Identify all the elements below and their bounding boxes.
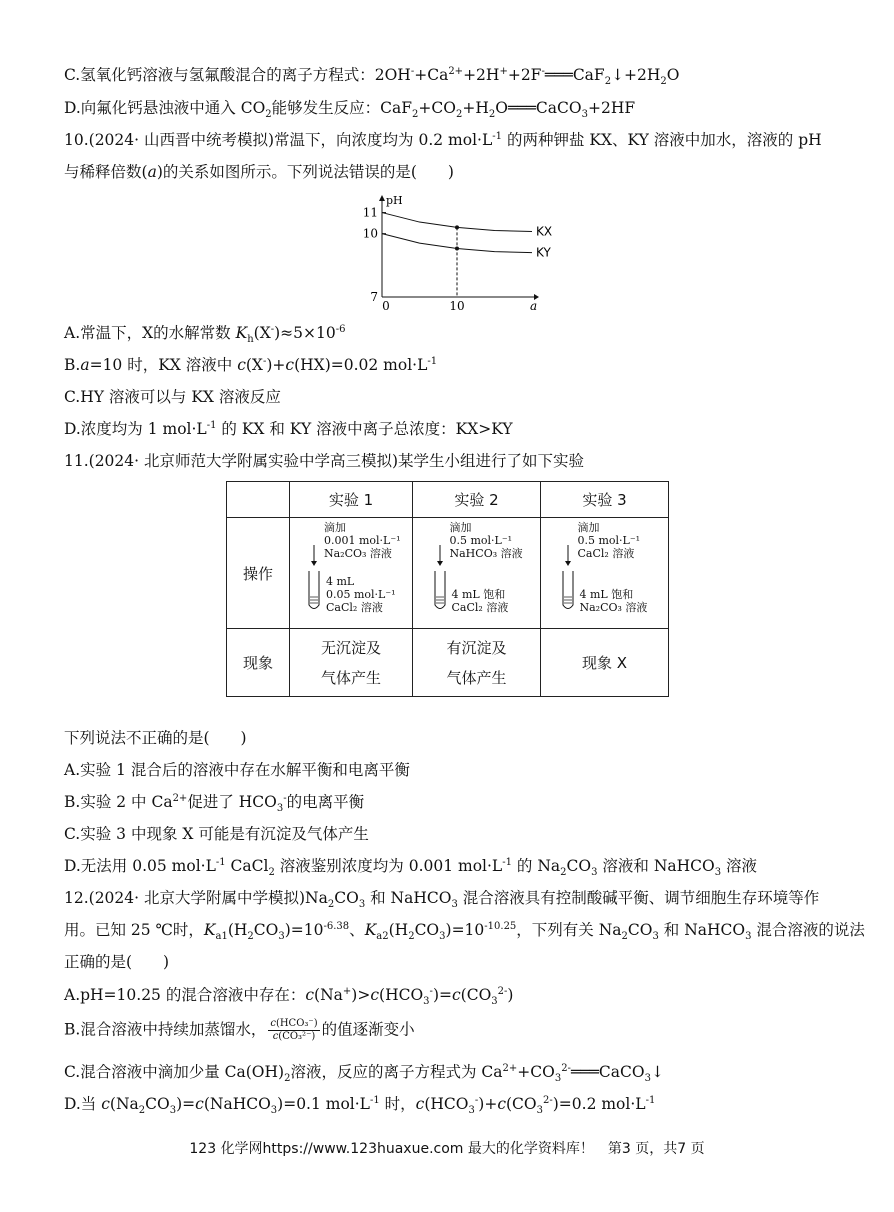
q11-stem: 11.(2024· 北京师范大学附属实验中学高三模拟)某学生小组进行了如下实验	[64, 452, 585, 470]
exp2-drop-sol: NaHCO₃ 溶液	[449, 547, 523, 560]
exp1-obs-line1: 无沉淀及	[320, 638, 381, 657]
row-label-observation: 现象	[227, 629, 290, 697]
exp3-operation	[541, 518, 669, 629]
header-exp1: 实验 1	[290, 482, 413, 518]
exp2-obs-line1: 有沉淀及	[446, 638, 507, 657]
series-label-kx: KX	[536, 224, 553, 239]
q11-option-c: C.实验 3 中现象 X 可能是有沉淀及气体产生	[64, 825, 369, 843]
exp3-observation: 现象 X	[541, 629, 669, 697]
exp2-tube-sol: CaCl₂ 溶液	[451, 601, 509, 614]
x-tick-label: 0	[382, 299, 390, 313]
y-tick-label: 10	[362, 226, 378, 241]
exp2-tube-vol: 4 mL 饱和	[451, 588, 506, 601]
exp1-drop: 滴加	[324, 521, 346, 534]
exp1-obs-line2: 气体产生	[320, 668, 381, 687]
q10-option-c: C.HY 溶液可以与 KX 溶液反应	[64, 388, 281, 406]
exp1-drop-conc: 0.001 mol·L⁻¹	[324, 534, 401, 547]
page-footer: 123 化学网https://www.123huaxue.com 最大的化学资料库！ 第3 页，共7 页	[189, 1141, 705, 1157]
y-axis-label: pH	[386, 194, 403, 207]
q9-option-c: C.氢氧化钙溶液与氢氟酸混合的离子方程式：$2OH^-+Ca^{2+}+2H^++2F^-═══CaF_2↓+2H_2O$	[64, 65, 680, 88]
exp1-tube-vol: 4 mL	[326, 575, 355, 588]
q10-option-d: D.浓度均为 1 $mol\cdot L^{-1}$ 的 KX 和 KY 溶液中离子总浓度：KX>KY	[64, 419, 513, 438]
exp1-tube-conc: 0.05 mol·L⁻¹	[326, 588, 396, 601]
x-tick-label: 10	[449, 299, 465, 313]
q12-option-d: D.当 $c(Na_2CO_3)=c(NaHCO_3)=0.1$ $mol\cdot L^{-1}$ 时，$c(HCO_3^-)+c(CO_3^{2-})=0.2$ $mol\cdot L^{-1}$	[64, 1094, 656, 1117]
y-tick-label: 7	[370, 290, 378, 304]
exp1-observation	[290, 629, 413, 697]
q10-option-a: A.常温下，X的水解常数 $K_h(X^-)\approx 5\times 10^{-6}$	[64, 323, 346, 346]
q12-option-a: A.pH=10.25 的混合溶液中存在：$c(Na^+)>c(HCO_3^-)=c(CO_3^{2-})$	[64, 985, 514, 1008]
exp1-apparatus	[292, 519, 410, 627]
x-axis-label: a	[530, 299, 538, 313]
exp2-drop-conc: 0.5 mol·L⁻¹	[449, 534, 513, 547]
q11-ask: 下列说法不正确的是( )	[64, 729, 247, 747]
exp1-operation	[290, 518, 413, 629]
q10-stem-2: 与稀释倍数(a)的关系如图所示。下列说法错误的是( )	[64, 163, 454, 181]
q11-option-b: B.实验 2 中 $Ca^{2+}$促进了 $HCO_3^-$的电离平衡	[64, 792, 365, 815]
q11-option-d: D.无法用 0.05 $mol\cdot L^{-1}$ CaCl$_2$ 溶液鉴别浓度均为 0.001 $mol\cdot L^{-1}$ 的 $Na_2CO_3$ 溶液和 NaHCO$_3$ 溶液	[64, 856, 758, 879]
exp1-drop-sol: Na₂CO₃ 溶液	[324, 547, 392, 560]
q12-option-b: B.混合溶液中持续加蒸馏水， $\frac{\text{c(HCO₃⁻)}}{\text{c(CO₃²⁻)}}$ 的值逐渐变小	[64, 1018, 415, 1042]
q12-option-c: C.混合溶液中滴加少量 $Ca(OH)_2$溶液，反应的离子方程式为 $Ca^{2+}+CO_3^{2-}═══CaCO_3↓$	[64, 1062, 664, 1085]
series-label-ky: KY	[536, 245, 551, 260]
exp3-tube-vol: 4 mL 饱和	[579, 588, 634, 601]
exp2-operation	[413, 518, 541, 629]
table-corner	[227, 482, 290, 518]
exp2-observation	[413, 629, 541, 697]
q11-option-a: A.实验 1 混合后的溶液中存在水解平衡和电离平衡	[64, 761, 410, 779]
q12-stem-2: 用。已知 25 ℃时，$K_{a1}(H_2CO_3)=10^{-6.38}$、$K_{a2}(H_2CO_3)=10^{-10.25}$，下列有关 $Na_2CO_3$ 和 NaHCO$_3$ 混合溶液的说法	[64, 920, 865, 943]
header-exp2: 实验 2	[413, 482, 541, 518]
exp3-drop: 滴加	[577, 521, 600, 534]
y-tick-label: 11	[362, 205, 378, 220]
exp1-tube-sol: CaCl₂ 溶液	[326, 601, 383, 614]
q12-stem: 12.(2024· 北京大学附属中学模拟)$Na_2CO_3$ 和 NaHCO$_3$ 混合溶液具有控制酸碱平衡、调节细胞生存环境等作	[64, 889, 820, 911]
q9-option-d: D.向氟化钙悬浊液中通入 $CO_2$能够发生反应：$CaF_2+CO_2+H_2O═══CaCO_3+2HF$	[64, 99, 636, 121]
experiment-table	[226, 481, 669, 697]
q10-option-b: B.a=10 时，KX 溶液中 c(X-)+c(HX)=0.02 $mol\cdot L^{-1}$	[64, 355, 438, 374]
q10-stem: 10.(2024· 山西晋中统考模拟)常温下，向浓度均为 0.2 $mol\cdot L^{-1}$ 的两种钾盐 KX、KY 溶液中加水，溶液的 pH	[64, 130, 822, 149]
exp3-apparatus	[546, 519, 664, 627]
exp2-obs-line2: 气体产生	[446, 668, 507, 687]
exp3-drop-conc: 0.5 mol·L⁻¹	[577, 534, 641, 547]
y-axis-arrow	[379, 195, 385, 201]
exp3-drop-sol: CaCl₂ 溶液	[577, 547, 635, 560]
exp2-drop: 滴加	[449, 521, 472, 534]
ph-dilution-chart	[350, 192, 553, 314]
row-label-operation: 操作	[227, 518, 290, 629]
exp2-apparatus	[418, 519, 536, 627]
header-exp3: 实验 3	[541, 482, 669, 518]
exp3-tube-sol: Na₂CO₃ 溶液	[579, 601, 648, 614]
q12-stem-3: 正确的是( )	[64, 953, 170, 971]
